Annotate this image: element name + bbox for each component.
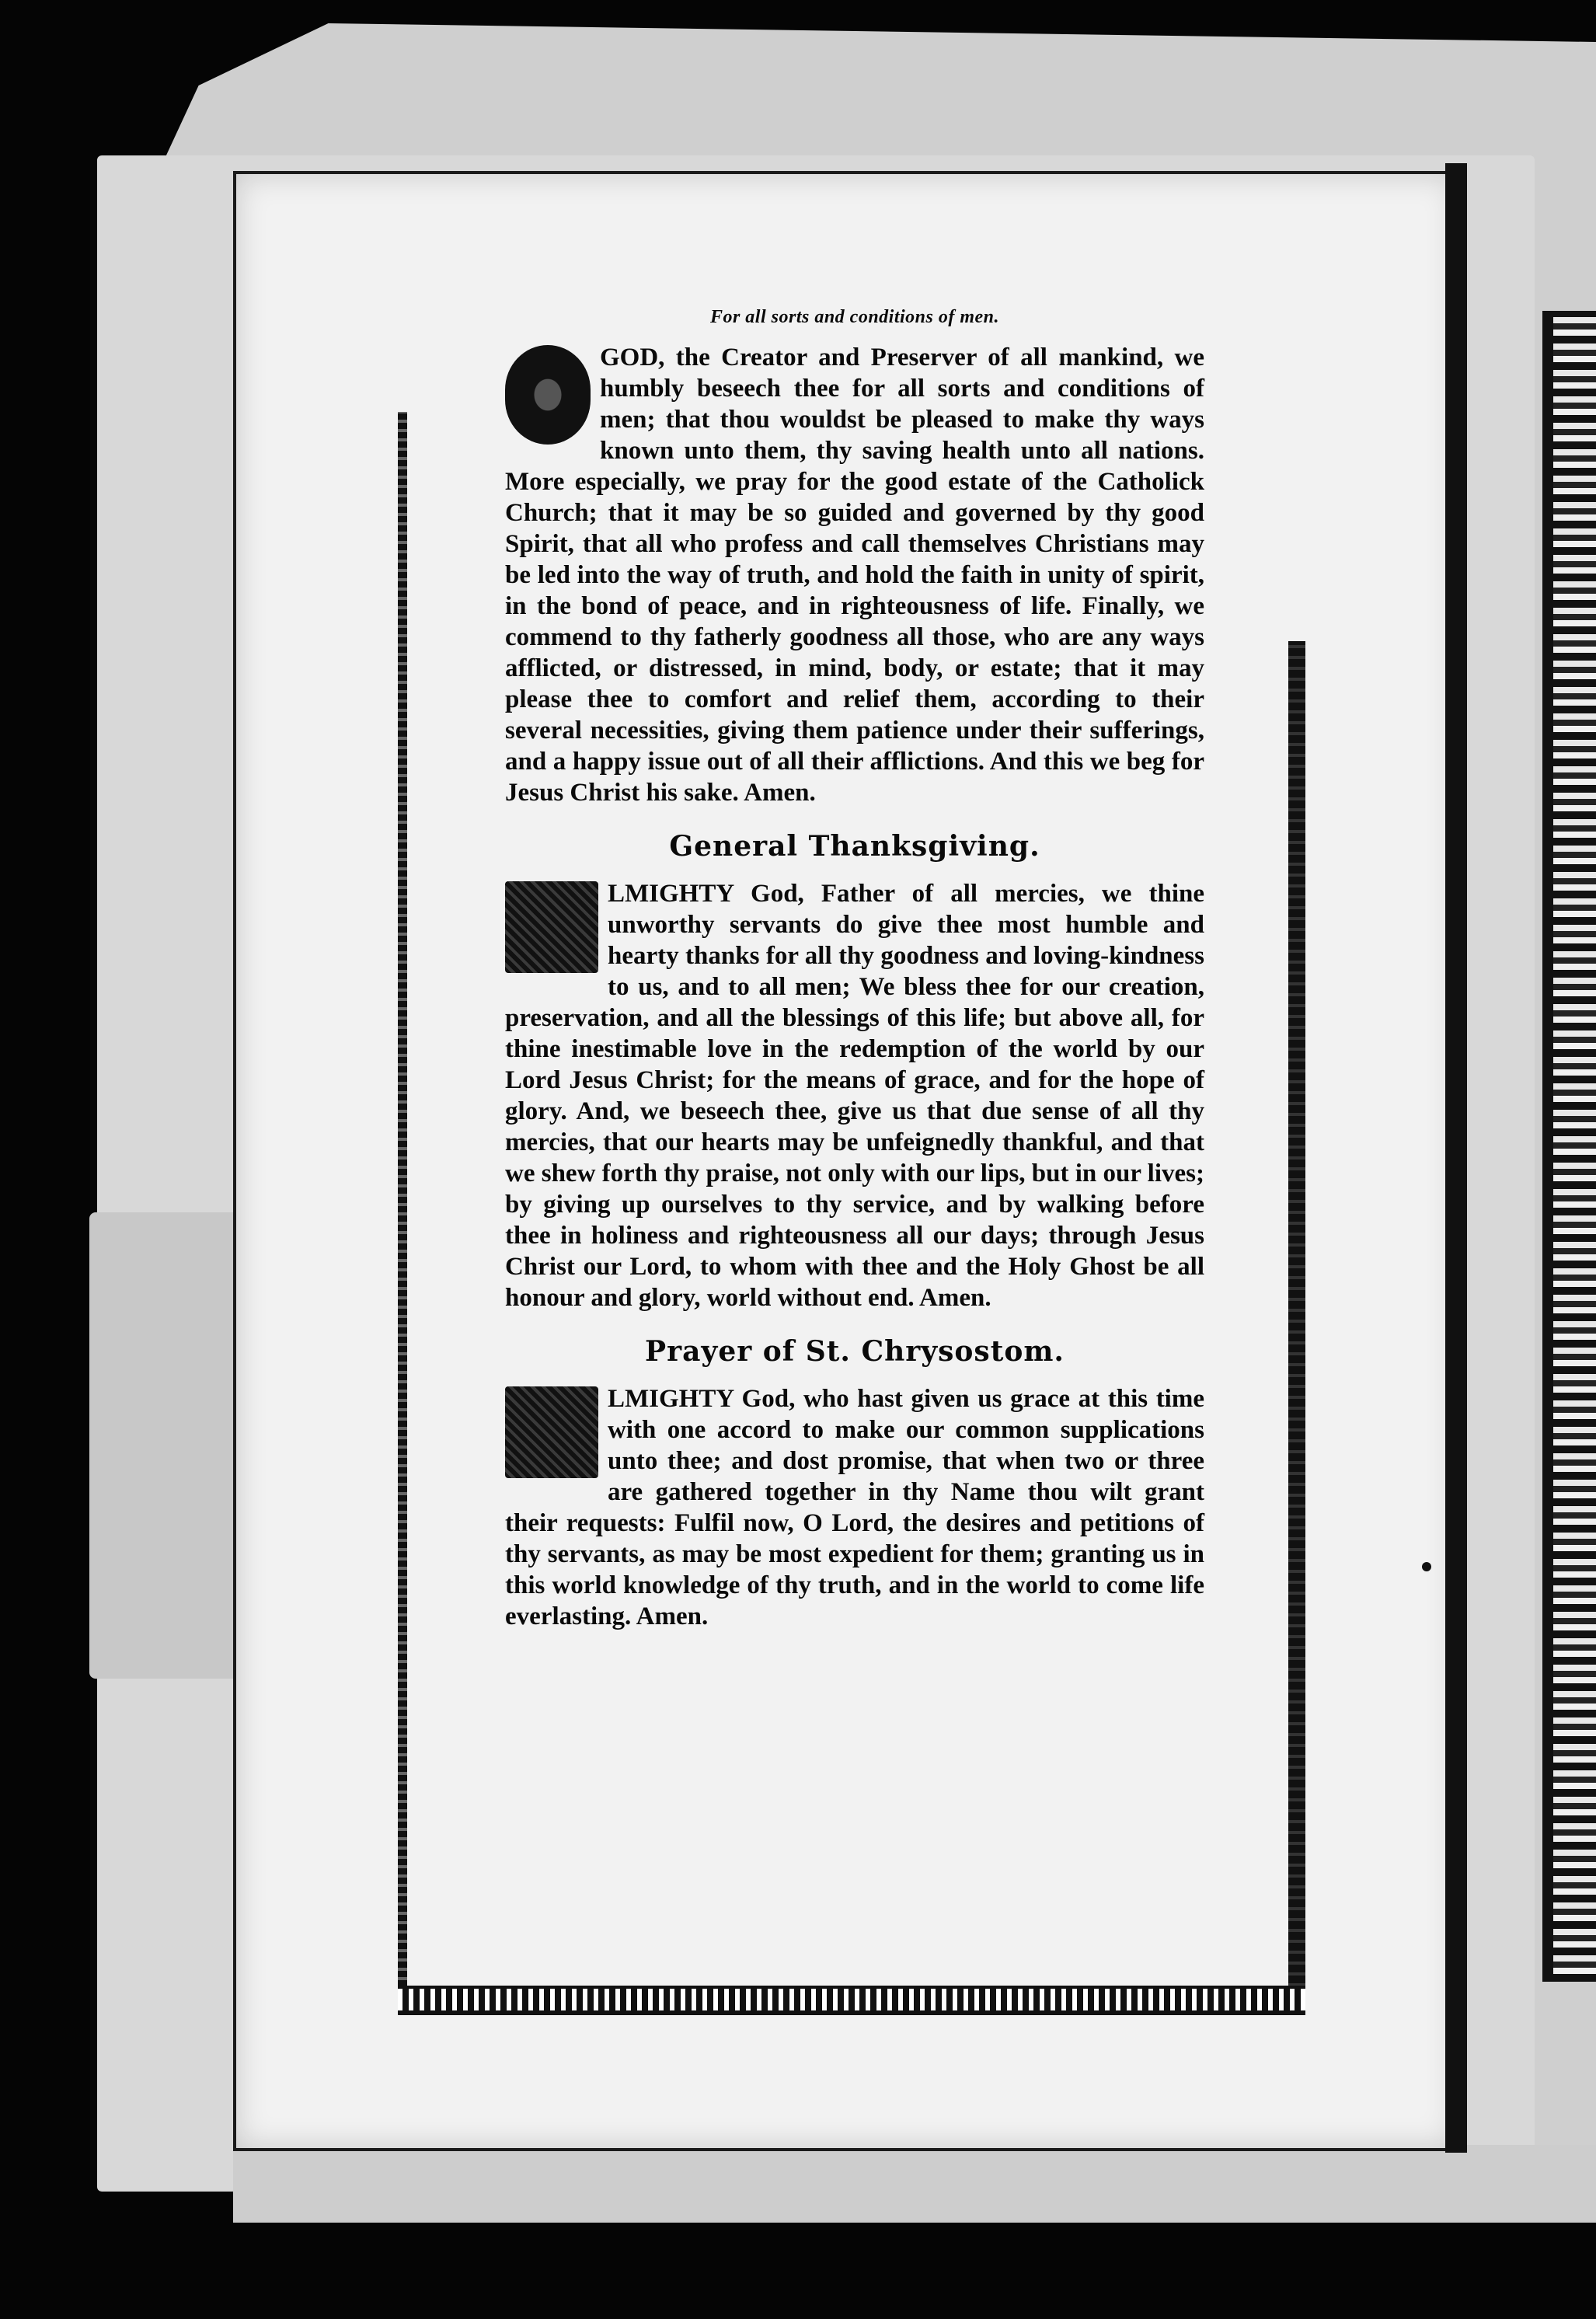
adjacent-page-ornamental-border [1542,311,1596,1982]
ornamental-initial-a-icon [505,881,598,973]
ink-spot [1422,1562,1431,1571]
ornamental-initial-o-icon [505,345,591,445]
book-spine [1445,163,1467,2153]
mounting-paper-bottom [233,2145,1596,2223]
prayer-thanksgiving-text: LMIGHTY God, Father of all mercies, we thine unworthy servants do give thee most humble and hearty thanks for all thy goodness and loving-kindness to us, and to all men; We bless thee for our creation, preservation, and all the blessings of this life; but above all, for thine inestimable love in the redemption of the world by our Lord Jesus Christ; for the means of grace, and for the hope of glory. And, we beseech thee, give us that due sense of all thy mercies, that our hearts may be unfeignedly thankful, and that we shew forth thy praise, not only with our lips, but in our lives; by giving up ourselves to thy service, and by walking before thee in holiness and righteousness all our days; through Jesus Christ our Lord, to whom with thee and the Holy Ghost be all honour and glory, world without end. Amen. [505,880,1204,1312]
ornamental-frame-left [398,412,407,2005]
section-title-chrysostom: Prayer of St. Chrysostom. [645,1335,1065,1368]
ornamental-initial-a-icon [505,1386,598,1478]
prayer-all-sorts-text: GOD, the Creator and Preserver of all mankind, we humbly beseech thee for all sorts and conditions of men; that thou wouldst be pleased to make thy ways known unto them, thy saving health unto all nations. More especially, we pray for the good estate of the Catholick Church; that it may be so guided and governed by thy good Spirit, that all who profess and call themselves Christians may be led into the way of truth, and hold the faith in unity of spirit, in the bond of peace, and in righteousness of life. Finally, we commend to thy fatherly goodness all those, who are any ways afflicted, or distressed, in mind, body, or estate; that it may please thee to comfort and relief them, according to their several necessities, giving them patience under their sufferings, and a happy issue out of all their afflictions. And this we beg for Jesus Christ his sake. Amen. [505,343,1204,807]
section-title-thanksgiving: General Thanksgiving. [669,830,1040,863]
torn-paper-left [89,1212,245,1679]
prayer-chrysostom-text: LMIGHTY God, who hast given us grace at this time with one accord to make our common supplications unto thee; and dost promise, that when two or three are gathered together in thy Name thou wilt grant their requests: Fulfil now, O Lord, the desires and petitions of thy servants, as may be most expedient for them; granting us in this world knowledge of thy truth, and in the world to come life everlasting. Amen. [505,1385,1204,1630]
page-heading: For all sorts and conditions of men. [709,307,1000,327]
prayer-all-sorts [505,342,1204,808]
prayer-text-block [505,307,1204,1632]
prayer-st-chrysostom [505,1383,1204,1632]
prayer-general-thanksgiving [505,878,1204,1313]
ornamental-frame-bottom [398,1986,1305,2015]
ornamental-frame-right [1288,641,1305,2005]
